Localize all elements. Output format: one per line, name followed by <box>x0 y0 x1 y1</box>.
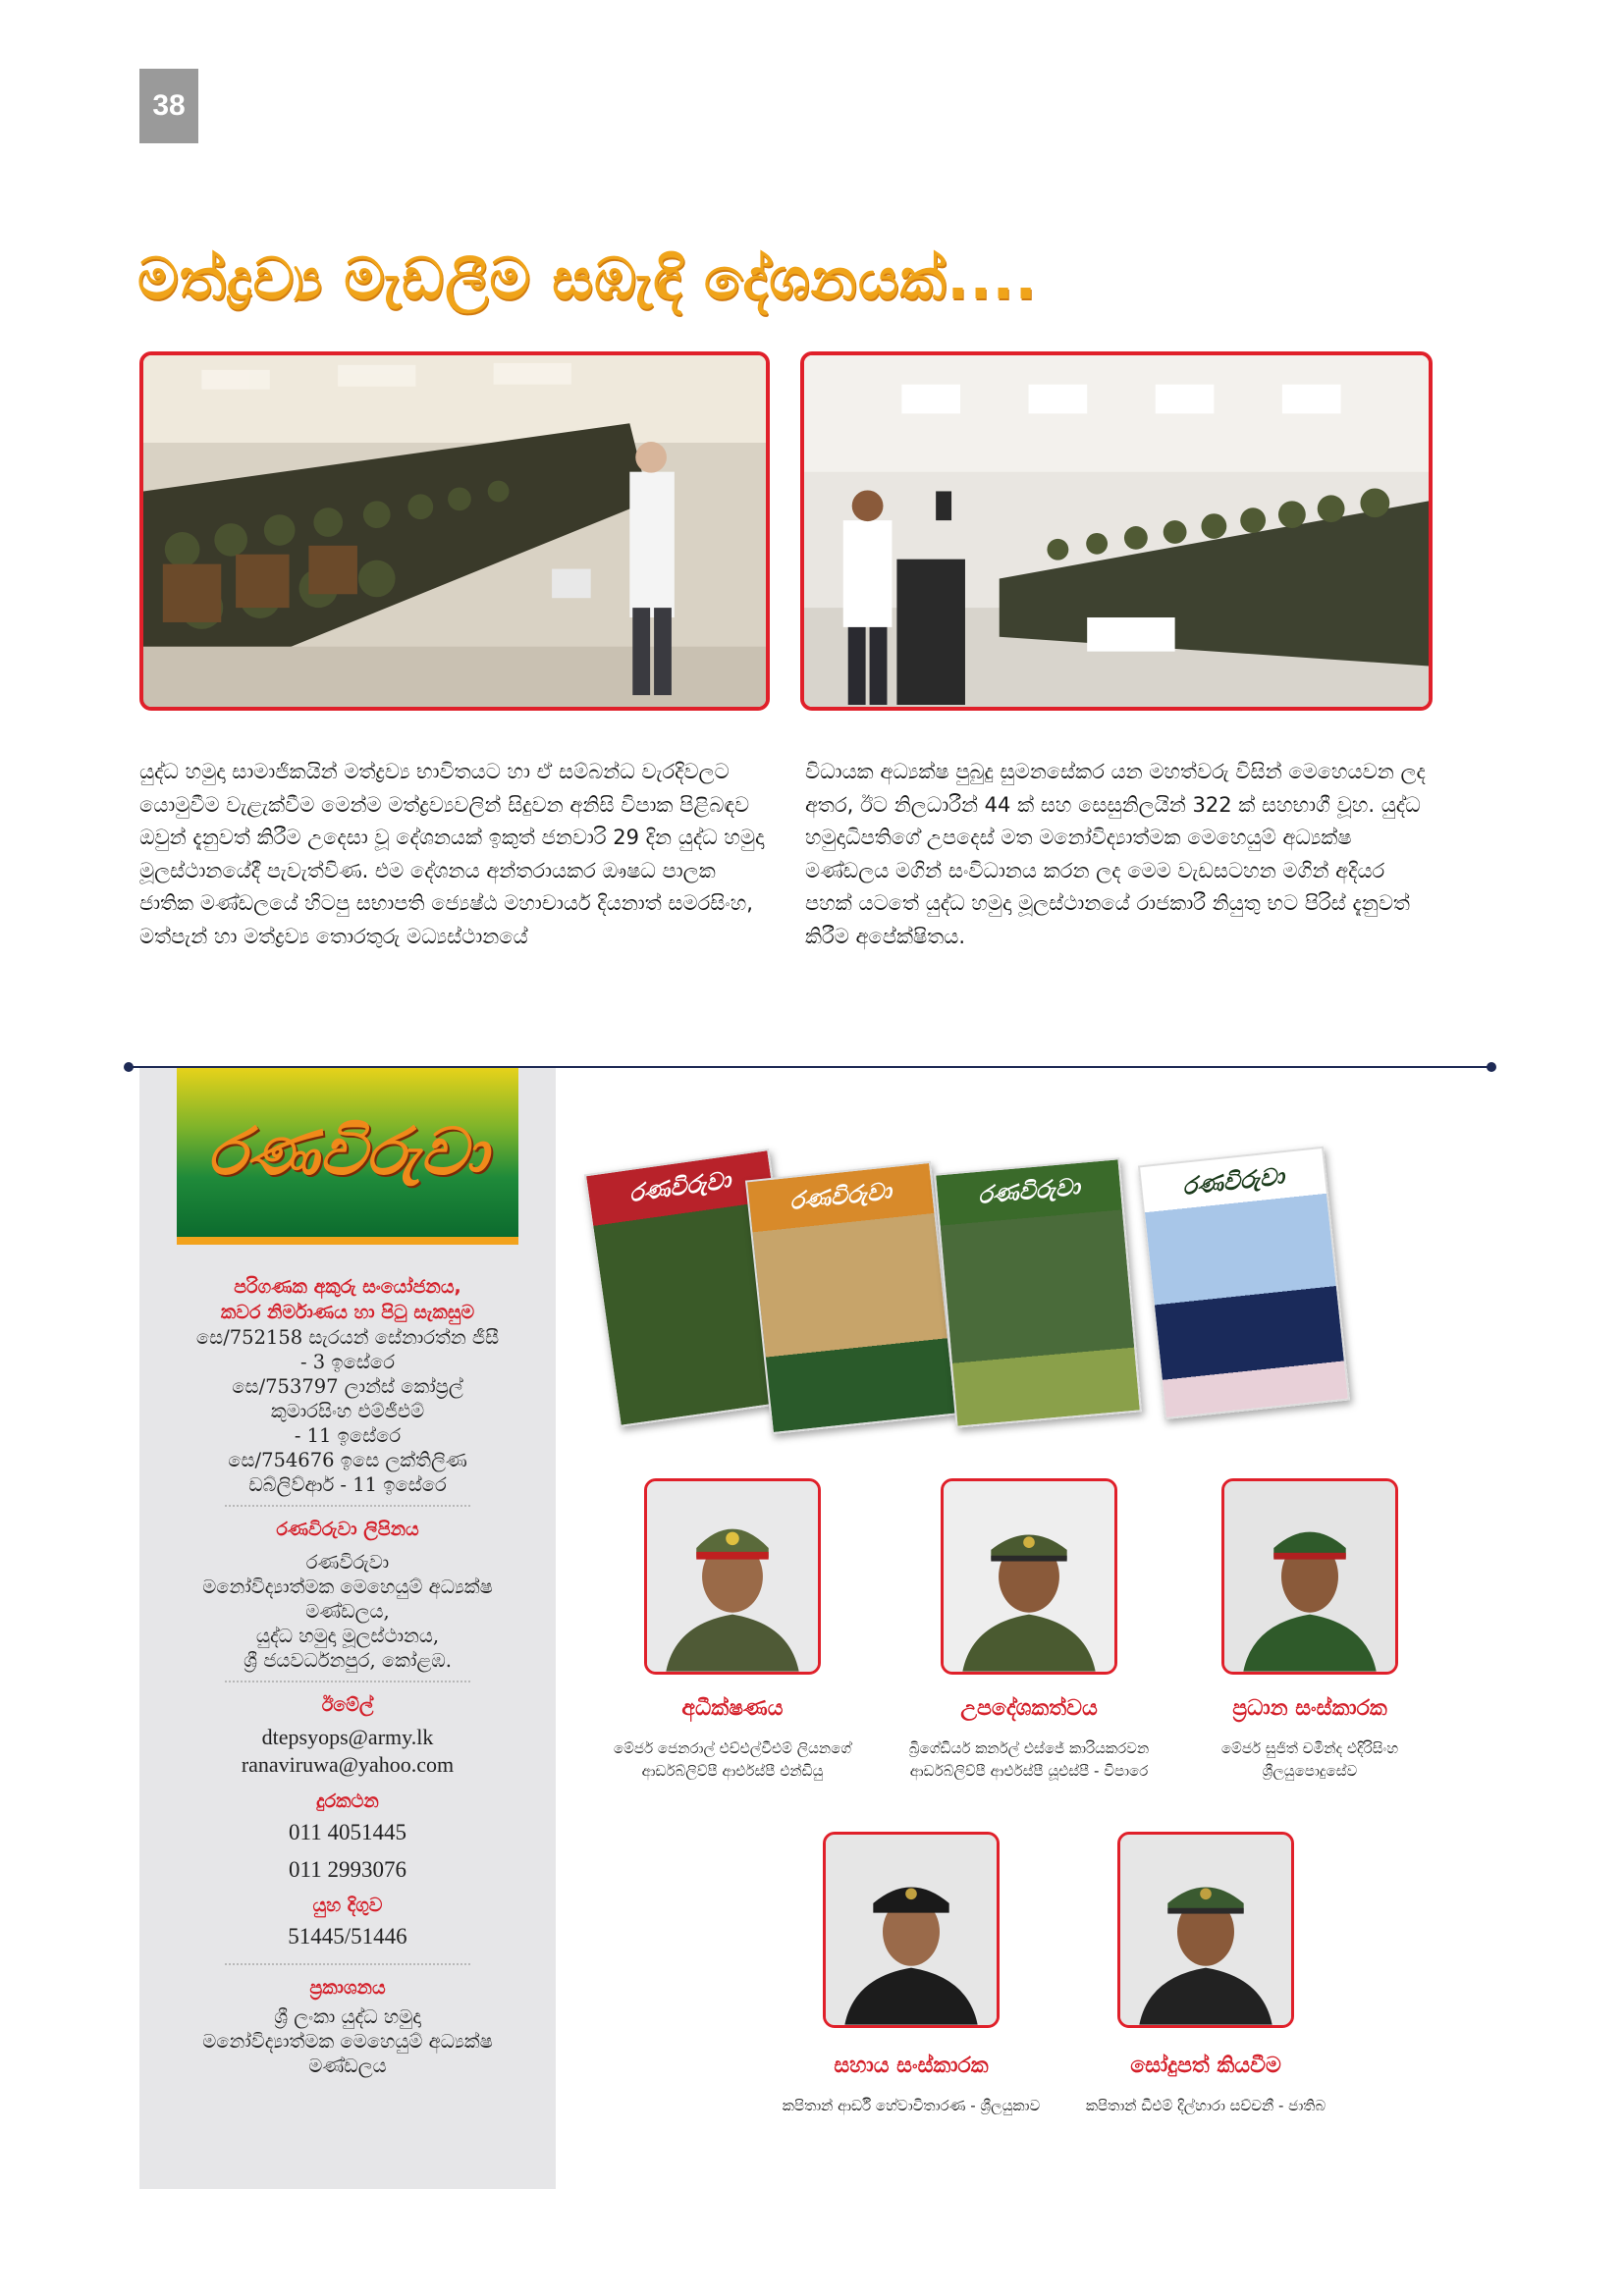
magazine-covers <box>601 1150 1416 1445</box>
credit-line: ඩබ්ලිව්ආර් - 11 ඉසේරෙ <box>248 1473 447 1496</box>
magazine-logo <box>177 1068 518 1245</box>
dotted-separator <box>225 1963 470 1965</box>
staff-portrait <box>1221 1478 1398 1675</box>
credit-line: කුමාරසිංහ එම්ජීඑම් <box>270 1400 425 1422</box>
cover-masthead: රණවිරුවා <box>787 1175 893 1215</box>
staff-role-title: සහාය සංස්කාරක <box>834 2054 989 2078</box>
address-line: යුද්ධ හමුදා මූලස්ථානය, <box>255 1625 440 1647</box>
credits-heading-1: පරිගණක අකුරු සංයෝජනය, <box>234 1276 461 1298</box>
page-number: 38 <box>139 69 198 143</box>
staff-name <box>872 1737 1186 1783</box>
lecture-photo-speaker <box>800 351 1433 711</box>
credits-heading-2: කවර නිර්මාණය හා පිටු සැකසුම <box>220 1302 475 1323</box>
address-heading: රණවිරුවා ලිපිනය <box>276 1519 419 1540</box>
dotted-separator <box>225 1505 470 1507</box>
magazine-cover <box>934 1157 1142 1428</box>
staff-name-line: කපිතාන් ඩීඑම් දිල්හාරා සච්චනී - ජාතිබ <box>1085 2097 1326 2114</box>
staff-portrait <box>823 1832 1000 2028</box>
staff-role-title: ප්‍රධාන සංස්කාරක <box>1232 1696 1387 1721</box>
staff-name-line: ශ්‍රීලයුපොදුසේව <box>1262 1762 1358 1780</box>
staff-name <box>1163 1737 1457 1783</box>
staff-portrait <box>941 1478 1117 1675</box>
address-line: මනෝවිද්‍යාත්මක මෙහෙයුම් අධ්‍යක්ෂ <box>202 1575 493 1598</box>
staff-name-line: ආර්ඩබ්ලිව්පී ආර්එස්පී යූඑස්පී - විපාරෙ <box>909 1762 1149 1780</box>
credits-block <box>139 1274 556 2078</box>
staff-name-line: කපිතාන් ආර්ඩී හේවාවිතාරණ - ශ්‍රීලයුකාව <box>782 2097 1041 2114</box>
publisher-line: ශ්‍රී ලංකා යුද්ධ හමුදා <box>274 2005 421 2028</box>
staff-name <box>1000 2095 1412 2117</box>
email-address[interactable]: dtepsyops@army.lk <box>261 1725 434 1749</box>
staff-name-line: මේජර් ජෙනරාල් එච්එල්වීඑම් ලියනගේ <box>613 1739 852 1757</box>
magazine-cover <box>745 1161 957 1434</box>
credit-line: සෙ/752158 සැරයන් සේනාරත්න ජීසී <box>195 1326 500 1349</box>
cover-masthead: රණවිරුවා <box>1180 1160 1286 1201</box>
address-line: මණ්ඩලය, <box>305 1600 390 1623</box>
address-line: ශ්‍රී ජයවර්ධනපුර, කෝළඹ. <box>244 1649 452 1672</box>
article-body-right: විධායක අධ්‍යක්ෂ පුබුදු සුමනසේකර යන මහත්වරු විසින් මෙහෙයවන ලද අතර, ඊට නිලධාරීන් 44 ක් සහ සෙසුනිලයින් 322 ක් සහභාගී වූහ. යුද්ධ හමුදාධිපතිගේ උපදෙස් මත මනෝවිද්‍යාත්මක මෙහෙයුම් අධ්‍යක්ෂ මණ්ඩලය මගින් සංවිධානය කරන ලද මෙම වැඩසටහන මගින් අදියර පහක් යටතේ යුද්ධ හමුදා මූලස්ථානයේ රාජකාරී නියුතු භට පිරිස් දැනුවත් කිරීම අපේක්ෂිතය. <box>805 760 1426 948</box>
army-line-number: 51445/51446 <box>288 1924 407 1949</box>
staff-name-line: මේජර් සුජිත් චමින්ද එදිරිසිංහ <box>1220 1739 1399 1757</box>
staff-name-line: ආර්ඩබ්ලිව්පී ආර්එස්පී එන්ඩියු <box>641 1762 824 1780</box>
masthead-sidebar <box>139 1068 556 2189</box>
article-headline: මත්ද්‍රව්‍ය මැඩලීම සඹැඳි දේශනයක්.... <box>137 245 1038 312</box>
magazine-logo-text: රණවිරුවා <box>207 1113 488 1190</box>
magazine-cover <box>1138 1147 1350 1419</box>
staff-portrait <box>1117 1832 1294 2028</box>
staff-role-title: සෝදුපත් කියවීම <box>1130 2054 1281 2078</box>
staff-role-title: අධීක්ෂණය <box>681 1696 784 1721</box>
phone-number: 011 2993076 <box>289 1857 406 1882</box>
dotted-separator <box>225 1681 470 1682</box>
cover-masthead: රණවිරුවා <box>976 1171 1081 1209</box>
staff-portrait <box>644 1478 821 1675</box>
credit-line: - 11 ඉසේරෙ <box>294 1424 402 1447</box>
address-line: රණවිරුවා <box>305 1551 390 1574</box>
article-body-left: යුද්ධ හමුදා සාමාජිකයින් මත්ද්‍රව්‍ය භාවිතයට හා ඒ සම්බන්ධ වැරදිවලට යොමුවීම වැළැක්වීම මෙන්ම මත්ද්‍රව්‍යවලින් සිදුවන අනිසි විපාක පිළිබඳව ඔවුන් දැනුවත් කිරීම උදෙසා වූ දේශනයක් ඉකුත් ජනවාරි 29 දින යුද්ධ හමුදා මූලස්ථානයේදී පැවැත්විණ. එම දේශනය අන්තරායකර ඖෂධ පාලක ජාතික මණ්ඩලයේ හිටපු සභාපති ජ්‍යෙෂ්ඨ මහාචාර්ය දියනාත් සමරසිංහ, මත්පැන් හා මත්ද්‍රව්‍ය තොරතුරු මධ්‍යස්ථානයේ <box>139 760 765 948</box>
publisher-line: මණ්ඩලය <box>308 2055 387 2077</box>
publisher-line: මනෝවිද්‍යාත්මක මෙහෙයුම් අධ්‍යක්ෂ <box>202 2030 493 2053</box>
credit-line: සෙ/753797 ලාන්ස් කෝප්‍රල් <box>232 1375 463 1398</box>
publisher-heading: ප්‍රකාශනය <box>309 1977 386 1999</box>
phone-heading: දුරකථන <box>316 1790 379 1812</box>
lecture-photo-audience <box>139 351 770 711</box>
email-heading: ඊමේල් <box>321 1694 374 1716</box>
credit-line: සෙ/754676 ඉසෙ ලක්තිලිණ <box>228 1449 467 1471</box>
phone-number: 011 4051445 <box>289 1820 406 1844</box>
staff-name <box>575 1737 890 1783</box>
email-address[interactable]: ranaviruwa@yahoo.com <box>241 1752 455 1777</box>
cover-masthead: රණවිරුවා <box>626 1164 732 1207</box>
staff-role-title: උපදේශකත්වය <box>960 1696 1098 1721</box>
staff-name-line: බ්‍රිගේඩියර් කර්නල් එස්ජේ කාරියකරවන <box>908 1739 1150 1757</box>
army-line-heading: යුහ දිගුව <box>312 1895 383 1916</box>
credit-line: - 3 ඉසේරෙ <box>300 1351 395 1373</box>
